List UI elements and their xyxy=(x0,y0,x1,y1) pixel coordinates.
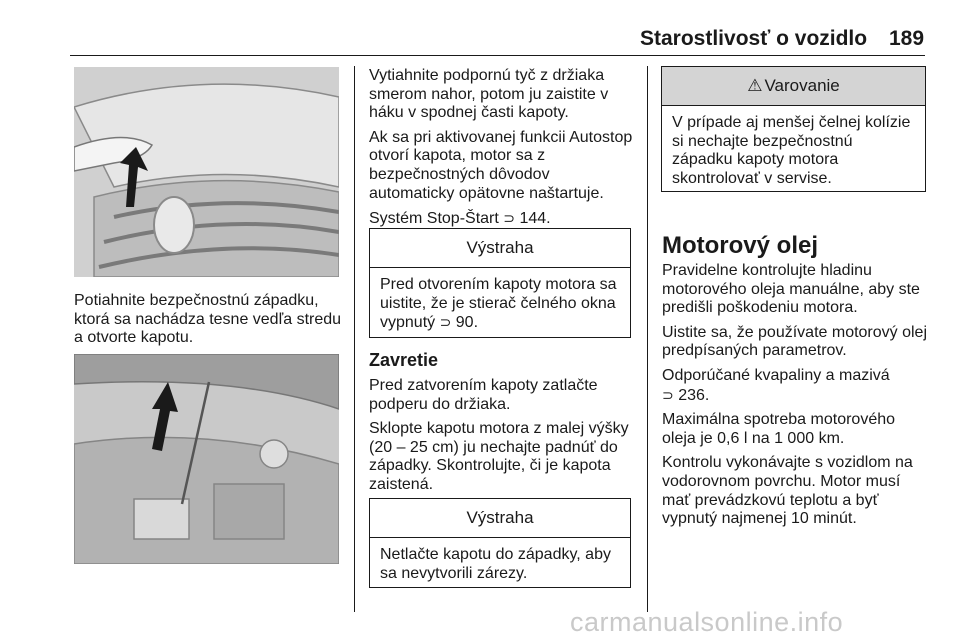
paragraph-oil-check: Pravidelne kontrolujte hladinu motorového oleja manuálne, aby ste predišli poškodeniu motora. xyxy=(662,262,920,317)
warning-wiper-text: Pred otvorením kapoty motora sa uistite, že je stierač čelného okna vypnutý xyxy=(380,276,617,332)
warning-box-body: Netlačte kapotu do západky, aby sa nevytvorili zárezy. xyxy=(380,546,611,582)
warning-box-title: Výstraha xyxy=(370,499,630,538)
page-header-title: Starostlivosť o vozidlo xyxy=(640,27,868,50)
column-2-close-text xyxy=(369,377,637,501)
warning-box-dents xyxy=(369,498,631,588)
figure-hood-latch xyxy=(74,67,339,277)
paragraph-support-rod: Vytiahnite podpornú tyč z držiaka smerom nahor, potom ju zaistite v háku v spodnej časti kapoty. xyxy=(369,67,609,122)
warning-wiper-page: 90. xyxy=(455,314,479,332)
caution-box-body: V prípade aj menšej čelnej kolízie si nechajte bezpečnostnú západku kapoty motora skontrolovať v servise. xyxy=(672,114,911,187)
paragraph-oil-consumption: Maximálna spotreba motorového oleja je 0,6 l na 1 000 km. xyxy=(662,411,896,447)
column-3-text xyxy=(662,262,930,535)
header-rule xyxy=(70,55,925,56)
page-ref-arrow-icon: ⊃ xyxy=(662,386,674,403)
caption-1: Potiahnite bezpečnostnú západku, ktorá sa nachádza tesne vedľa stredu a otvorte kapotu. xyxy=(74,292,342,347)
hood-latch-illustration xyxy=(74,67,339,277)
hood-support-illustration xyxy=(74,354,339,564)
fluids-page: 236. xyxy=(678,386,710,404)
page-ref-arrow-icon: ⊃ xyxy=(439,314,452,331)
column-divider-2 xyxy=(647,66,648,612)
paragraph-stop-start-ref xyxy=(369,209,637,229)
watermark: carmanualsonline.info xyxy=(570,607,844,637)
paragraph-fluids-ref xyxy=(662,367,930,405)
caution-title-text: Varovanie xyxy=(764,76,840,95)
section-heading-engine-oil: Motorový olej xyxy=(662,232,819,259)
stop-start-page: 144. xyxy=(519,210,551,228)
fluids-text: Odporúčané kvapaliny a mazivá xyxy=(662,366,890,384)
caution-box-collision xyxy=(661,66,926,192)
warning-box-wiper xyxy=(369,228,631,338)
warning-triangle-icon: ⚠ xyxy=(747,76,763,95)
warning-box-title: Výstraha xyxy=(370,229,630,268)
caution-box-title xyxy=(662,67,925,106)
paragraph-close-1: Pred zatvorením kapoty zatlačte podperu do držiaka. xyxy=(369,377,598,413)
column-2-intro xyxy=(369,67,637,235)
page-number: 189 xyxy=(889,27,925,50)
paragraph-oil-procedure: Kontrolu vykonávajte s vozidlom na vodorovnom povrchu. Motor musí mať prevádzkovú teplotu a byť vypnutý najmenej 10 minút. xyxy=(662,454,913,528)
section-heading-close: Zavretie xyxy=(369,350,439,370)
paragraph-close-2: Sklopte kapotu motora z malej výšky (20 – 25 cm) ju nechajte padnúť do západky. Skontrolujte, či je kapota zaistená. xyxy=(369,420,629,493)
figure-hood-support xyxy=(74,354,339,564)
column-divider-1 xyxy=(354,66,355,612)
page-ref-arrow-icon: ⊃ xyxy=(503,210,515,227)
warning-box-body xyxy=(370,268,630,341)
paragraph-oil-spec: Uistite sa, že používate motorový olej predpísaných parametrov. xyxy=(662,323,928,360)
stop-start-text: Systém Stop-Štart xyxy=(369,210,504,228)
paragraph-autostop: Ak sa pri aktivovanej funkcii Autostop otvorí kapota, motor sa z bezpečnostných dôvodov automaticky opätovne naštartuje. xyxy=(369,128,633,202)
